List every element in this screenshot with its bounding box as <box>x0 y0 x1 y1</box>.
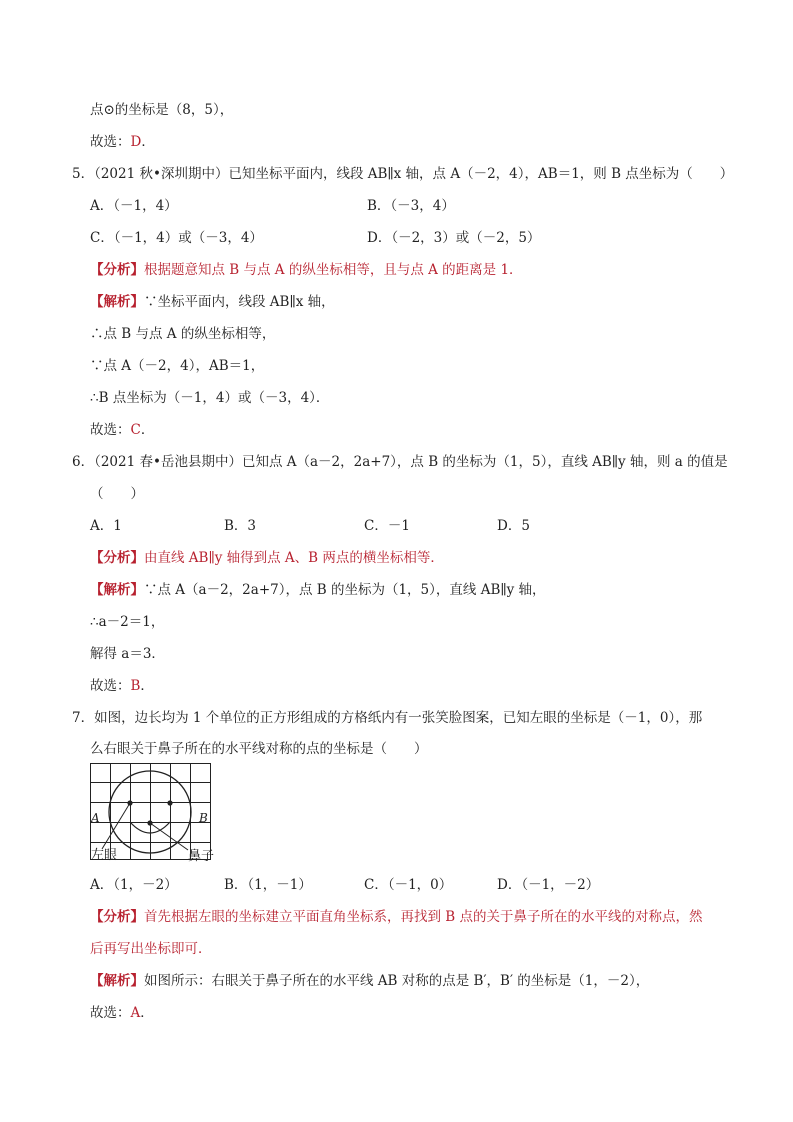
q5-solution-3: ∵点 A（－2，4），AB＝1， <box>90 358 265 374</box>
q7-stem-cont: 么右眼关于鼻子所在的水平线对称的点的坐标是（ ） <box>90 741 428 757</box>
solution-text: 如图所示：右眼关于鼻子所在的水平线 AB 对称的点是 B′，B′ 的坐标是（1，－2）， <box>144 973 650 989</box>
q6-solution-2: ∴a－2＝1， <box>90 614 165 630</box>
q5-analysis <box>90 261 523 279</box>
solution-text: ∵点 A（a－2，2a+7），点 B 的坐标为（1，5），直线 AB∥y 轴， <box>144 582 546 598</box>
answer-prefix: 故选： <box>90 422 131 438</box>
q5-answer <box>90 421 154 439</box>
q7-analysis-cont: 后再写出坐标即可． <box>90 941 212 957</box>
answer-suffix: ． <box>141 134 155 150</box>
q7-option-d: D．（－1，－2） <box>497 877 600 893</box>
answer-suffix: ． <box>140 422 155 438</box>
solution-text: ∵坐标平面内，线段 AB∥x 轴， <box>144 294 335 310</box>
q5-solution-1 <box>90 293 335 311</box>
q7-stem: 7．如图，边长均为 1 个单位的正方形组成的方格纸内有一张笑脸图案，已知左眼的坐标是（－1，0），那 <box>72 710 703 726</box>
q6-stem: 6．（2021 春•岳池县期中）已知点 A（a－2，2a+7），点 B 的坐标为（1，5），直线 AB∥y 轴，则 a 的值是 <box>72 454 728 470</box>
analysis-text: 根据题意知点 B 与点 A 的纵坐标相等，且与点 A 的距离是 1． <box>144 262 523 278</box>
label-nose: 鼻子 <box>188 849 215 864</box>
q7-answer <box>90 1004 154 1022</box>
q5-solution-4: ∴B 点坐标为（－1，4）或（－3，4）． <box>90 390 330 406</box>
label-left-eye: 左眼 <box>91 848 118 863</box>
analysis-tag: 【分析】 <box>90 262 144 278</box>
answer-suffix: ． <box>140 678 154 694</box>
q6-solution-1 <box>90 581 546 599</box>
q7-option-b: B．（1，－1） <box>224 877 312 893</box>
answer-suffix: ． <box>140 1005 154 1021</box>
analysis-text: 首先根据左眼的坐标建立平面直角坐标系，再找到 B 点的关于鼻子所在的水平线的对称点，然 <box>144 909 703 925</box>
label-b: B <box>199 811 208 825</box>
prev-answer-coordinate: 点⊙的坐标是（8，5）， <box>90 102 234 118</box>
answer-prefix: 故选： <box>90 678 131 694</box>
q7-option-c: C．（－1，0） <box>364 877 453 893</box>
q5-option-d: D．（－2，3）或（－2，5） <box>367 230 541 246</box>
q6-option-c: C．－1 <box>364 518 410 534</box>
q7-solution <box>90 972 649 990</box>
analysis-tag: 【分析】 <box>90 909 144 925</box>
q6-analysis <box>90 549 444 567</box>
label-a: A <box>91 811 100 825</box>
solution-tag: 【解析】 <box>90 973 144 989</box>
q5-stem: 5．（2021 秋•深圳期中）已知坐标平面内，线段 AB∥x 轴，点 A（－2，4），AB＝1，则 B 点坐标为（ ） <box>72 166 734 182</box>
analysis-text: 由直线 AB∥y 轴得到点 A、B 两点的横坐标相等． <box>144 550 444 566</box>
q5-option-a: A．（－1，4） <box>90 198 178 214</box>
q7-option-a: A．（1，－2） <box>90 877 178 893</box>
q6-option-b: B．3 <box>224 518 257 534</box>
q6-option-a: A．1 <box>90 518 122 534</box>
answer-letter: B <box>130 678 141 694</box>
answer-letter: D <box>130 134 142 150</box>
q7-analysis <box>90 908 703 926</box>
prev-answer-choice <box>90 133 155 151</box>
answer-prefix: 故选： <box>90 134 131 150</box>
q6-option-d: D．5 <box>497 518 530 534</box>
smiley-grid-figure <box>90 762 220 872</box>
answer-letter: C <box>130 422 141 438</box>
solution-tag: 【解析】 <box>90 294 144 310</box>
q6-stem-bracket: （ ） <box>90 486 144 502</box>
grid-diagram <box>90 762 220 868</box>
q5-option-b: B．（－3，4） <box>367 198 455 214</box>
solution-tag: 【解析】 <box>90 582 144 598</box>
q6-solution-3: 解得 a＝3． <box>90 646 165 662</box>
q6-answer <box>90 677 154 695</box>
q5-option-c: C．（－1，4）或（－3，4） <box>90 230 263 246</box>
right-eye-dot <box>167 800 172 805</box>
answer-prefix: 故选： <box>90 1005 131 1021</box>
q5-solution-2: ∴点 B 与点 A 的纵坐标相等， <box>90 326 276 342</box>
analysis-tag: 【分析】 <box>90 550 144 566</box>
answer-letter: A <box>130 1005 141 1021</box>
